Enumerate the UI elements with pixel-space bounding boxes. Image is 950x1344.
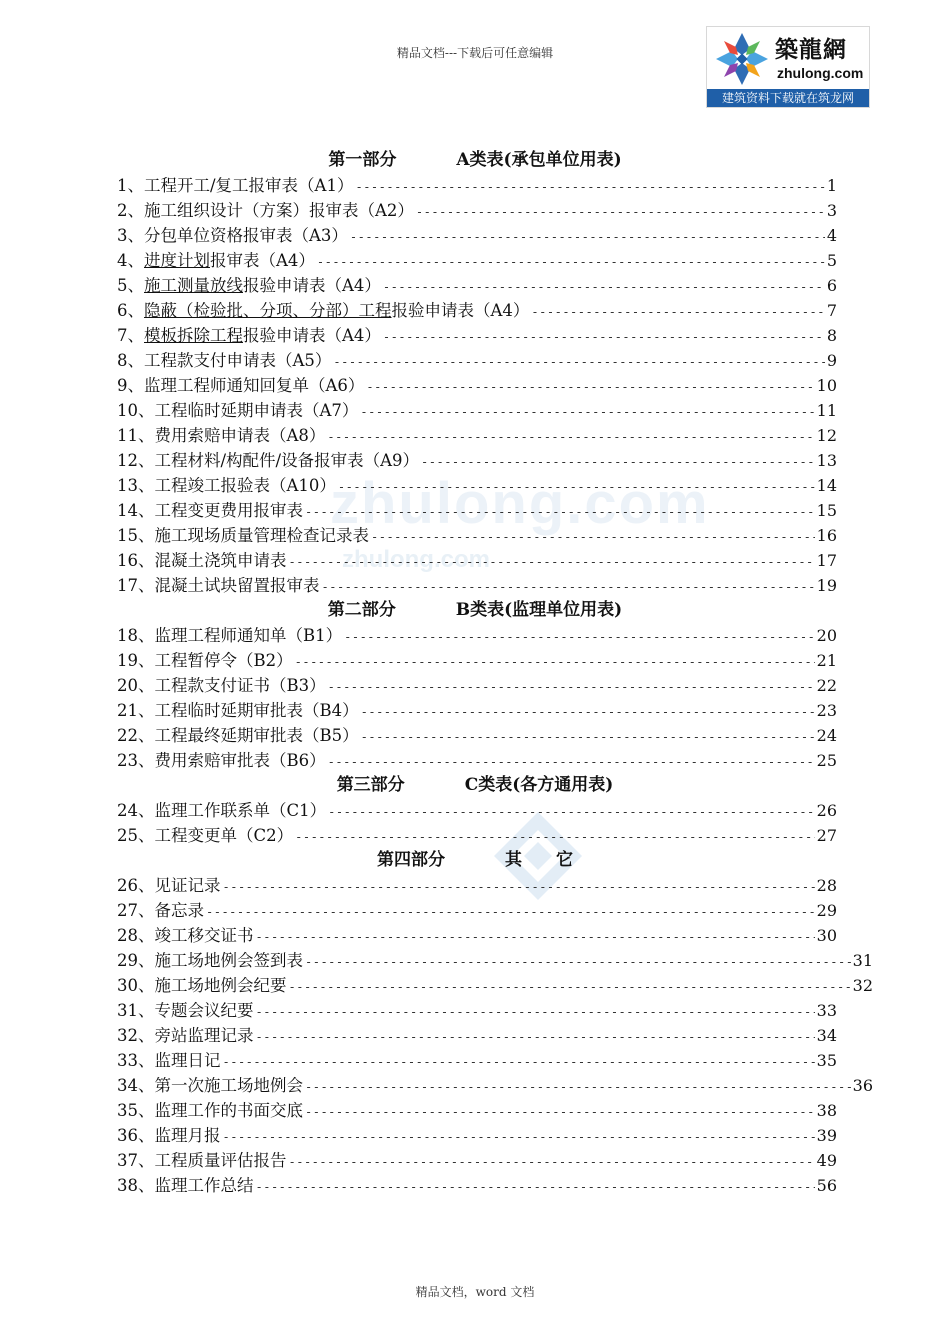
logo-brand-english: zhulong.com [777,65,864,81]
toc-entry[interactable] [117,673,837,698]
table-of-contents [0,148,950,1198]
dot-leader [223,1125,815,1150]
dot-leader [256,925,815,950]
toc-entry-page: 34 [816,1026,837,1045]
toc-entry[interactable] [117,873,837,898]
dot-leader [360,400,814,425]
toc-entry-label: 21、工程临时延期审批表（B4） [117,701,359,720]
dot-leader [295,650,815,675]
toc-entry[interactable] [117,448,837,473]
watermark-text-small: zhulong.com [342,546,490,573]
toc-entry[interactable] [117,373,837,398]
toc-entry-label: 12、工程材料/构配件/设备报审表（A9） [117,451,420,470]
toc-entry-link[interactable]: 施工测量放线 [144,276,243,295]
section-heading-d [0,848,950,873]
section-title-c: C类表(各方通用表) [464,775,614,795]
snowflake-logo-icon [711,31,773,87]
dot-leader [416,200,825,225]
toc-entry-link[interactable]: 模板拆除工程 [144,326,243,345]
toc-entry-page: 21 [816,651,837,670]
dot-leader [383,325,825,350]
toc-entry-link[interactable]: 进度计划 [144,251,210,270]
toc-entry-prefix: 5、 [117,276,144,295]
section-part-b: 第二部分 [327,600,396,620]
toc-entry-page: 49 [816,1151,837,1170]
section-title-b: B类表(监理单位用表) [455,600,623,620]
toc-entry[interactable] [117,998,837,1023]
toc-entry-page: 6 [826,276,837,295]
toc-entry-page: 14 [816,476,837,495]
toc-entry-label: 14、工程变更费用报审表 [117,501,303,520]
section-title-d: 其 它 [505,850,573,870]
dot-leader [206,900,815,925]
dot-leader [350,225,825,250]
toc-entry[interactable] [117,823,837,848]
toc-entry[interactable] [117,248,837,273]
toc-entry[interactable] [117,898,837,923]
toc-entry[interactable] [117,798,837,823]
dot-leader [256,1000,815,1025]
toc-entry-suffix: 报审表（A4） [210,251,315,270]
toc-entry[interactable] [117,973,873,998]
dot-leader [327,425,814,450]
toc-entry-link[interactable]: 隐蔽（检验批、分项、分部）工程 [144,301,392,320]
toc-entry-label: 28、竣工移交证书 [117,926,254,945]
toc-entry-label: 3、分包单位资格报审表（A3） [117,226,348,245]
toc-entry-label: 8、工程款支付申请表（A5） [117,351,332,370]
dot-leader [305,950,851,975]
dot-leader [333,350,824,375]
toc-entry[interactable] [117,623,837,648]
toc-entry[interactable] [117,923,837,948]
logo-brand-chinese: 築龍網 [775,36,847,63]
dot-leader [338,475,815,500]
toc-entry-label: 27、备忘录 [117,901,204,920]
toc-entry[interactable] [117,498,837,523]
toc-entry[interactable] [117,748,837,773]
toc-entry-page: 24 [816,726,837,745]
toc-entry-page: 7 [826,301,837,320]
toc-entry-page: 31 [852,951,873,970]
dot-leader [361,725,815,750]
toc-entry[interactable] [117,1123,837,1148]
toc-entry[interactable] [117,273,837,298]
toc-entry-page: 28 [816,876,837,895]
toc-entry-label: 2、施工组织设计（方案）报审表（A2） [117,201,414,220]
toc-entry-page: 36 [852,1076,873,1095]
toc-entry-suffix: 报验申请表（A4） [391,301,530,320]
toc-entry[interactable] [117,348,837,373]
toc-entry-page: 8 [826,326,837,345]
toc-entry[interactable] [117,523,837,548]
toc-entry-label: 26、见证记录 [117,876,221,895]
toc-entry-page: 38 [816,1101,837,1120]
dot-leader [223,875,815,900]
page-footer-text: 精品文档，word 文档 [415,1285,535,1299]
toc-entry-page: 20 [816,626,837,645]
dot-leader [328,750,815,775]
toc-entry[interactable] [117,173,837,198]
toc-entry[interactable] [117,1173,837,1198]
section-part-d: 第四部分 [377,850,445,870]
toc-entry-label: 13、工程竣工报验表（A10） [117,476,336,495]
dot-leader [328,675,815,700]
dot-leader [256,1175,815,1200]
toc-entry-label: 1、工程开工/复工报审表（A1） [117,176,354,195]
toc-entry-label: 36、监理月报 [117,1126,221,1145]
toc-entry-page: 4 [826,226,837,245]
toc-entry[interactable] [117,698,837,723]
dot-leader [421,450,815,475]
toc-entry-label: 20、工程款支付证书（B3） [117,676,326,695]
toc-entry-label: 23、费用索赔审批表（B6） [117,751,326,770]
dot-leader [366,375,814,400]
dot-leader [328,800,815,825]
section-heading-a [0,148,950,173]
dot-leader [383,275,825,300]
dot-leader [305,1075,851,1100]
toc-entry-page: 9 [826,351,837,370]
section-heading-c [0,773,950,798]
toc-entry-label: 33、监理日记 [117,1051,221,1070]
section-part-c: 第三部分 [336,775,405,795]
toc-entry-label: 18、监理工程师通知单（B1） [117,626,343,645]
toc-entry-page: 10 [816,376,837,395]
dot-leader [305,1100,815,1125]
toc-entry-page: 26 [816,801,837,820]
toc-entry-suffix: 报验申请表（A4） [243,326,381,345]
watermark-text: zhulong.com [330,471,710,536]
toc-entry-page: 56 [816,1176,837,1195]
toc-entry[interactable] [117,548,837,573]
section-title-a: A类表(承包单位用表) [456,150,622,170]
toc-entry-label: 22、工程最终延期审批表（B5） [117,726,359,745]
toc-entry[interactable] [117,723,837,748]
toc-entry[interactable] [117,423,837,448]
toc-entry[interactable] [117,1073,873,1098]
toc-entry-label: 10、工程临时延期申请表（A7） [117,401,359,420]
toc-entry-page: 3 [826,201,837,220]
toc-entry[interactable] [117,473,837,498]
toc-entry-page: 29 [816,901,837,920]
toc-entry-label: 38、监理工作总结 [117,1176,254,1195]
toc-entry-label: 29、施工场地例会签到表 [117,951,303,970]
dot-leader [223,1050,815,1075]
dot-leader [289,975,851,1000]
toc-entry[interactable] [117,323,837,348]
toc-entry[interactable] [117,398,837,423]
toc-entry[interactable] [117,1023,837,1048]
toc-entry-page: 16 [816,526,837,545]
toc-entry-label: 11、费用索赔申请表（A8） [117,426,326,445]
toc-entry[interactable] [117,298,837,323]
zhulong-logo [706,26,870,108]
dot-leader [355,175,824,200]
toc-entry-label: 37、工程质量评估报告 [117,1151,287,1170]
dot-leader [361,700,815,725]
page-header-text: 精品文档---下载后可任意编辑 [396,46,554,60]
toc-entry-page: 17 [816,551,837,570]
dot-leader [371,525,815,550]
dot-leader [256,1025,815,1050]
toc-entry-prefix: 4、 [117,251,144,270]
toc-entry-page: 5 [826,251,837,270]
toc-entry[interactable] [117,1098,837,1123]
toc-entry[interactable] [117,573,837,598]
dot-leader [289,1150,815,1175]
toc-entry-label: 24、监理工作联系单（C1） [117,801,327,820]
toc-entry-label: 30、施工场地例会纪要 [117,976,287,995]
toc-entry-page: 35 [816,1051,837,1070]
toc-entry[interactable] [117,1148,837,1173]
toc-entry-page: 25 [816,751,837,770]
toc-entry-page: 39 [816,1126,837,1145]
toc-entry[interactable] [117,223,837,248]
section-heading-b [0,598,950,623]
toc-entry-page: 19 [816,576,837,595]
logo-banner: 建筑资料下载就在筑龙网 [707,89,869,107]
toc-entry-label: 16、混凝土浇筑申请表 [117,551,287,570]
dot-leader [531,300,824,325]
toc-entry-label: 31、专题会议纪要 [117,1001,254,1020]
dot-leader [289,550,815,575]
toc-entry-page: 13 [816,451,837,470]
toc-entry-page: 1 [826,176,837,195]
toc-entry[interactable] [117,648,837,673]
dot-leader [317,250,825,275]
toc-entry-label: 9、监理工程师通知回复单（A6） [117,376,365,395]
toc-entry-label: 34、第一次施工场地例会 [117,1076,303,1095]
toc-entry-page: 11 [816,401,837,420]
toc-entry-prefix: 7、 [117,326,144,345]
toc-entry[interactable] [117,1048,837,1073]
toc-entry-page: 15 [816,501,837,520]
toc-entry-page: 27 [816,826,837,845]
dot-leader [305,500,815,525]
toc-entry-page: 30 [816,926,837,945]
toc-entry-page: 32 [852,976,873,995]
toc-entry-page: 33 [816,1001,837,1020]
toc-entry-label: 19、工程暂停令（B2） [117,651,293,670]
dot-leader [322,575,815,600]
toc-entry[interactable] [117,948,873,973]
toc-entry-page: 12 [816,426,837,445]
toc-entry-page: 22 [816,676,837,695]
section-part-a: 第一部分 [328,150,397,170]
toc-entry-prefix: 6、 [117,301,144,320]
toc-entry-suffix: 报验申请表（A4） [243,276,381,295]
toc-entry-label: 32、旁站监理记录 [117,1026,254,1045]
toc-entry[interactable] [117,198,837,223]
dot-leader [295,825,815,850]
toc-entry-label: 35、监理工作的书面交底 [117,1101,303,1120]
toc-entry-label: 25、工程变更单（C2） [117,826,294,845]
toc-entry-page: 23 [816,701,837,720]
toc-entry-label: 17、混凝土试块留置报审表 [117,576,320,595]
dot-leader [344,625,815,650]
toc-entry-label: 15、施工现场质量管理检查记录表 [117,526,369,545]
